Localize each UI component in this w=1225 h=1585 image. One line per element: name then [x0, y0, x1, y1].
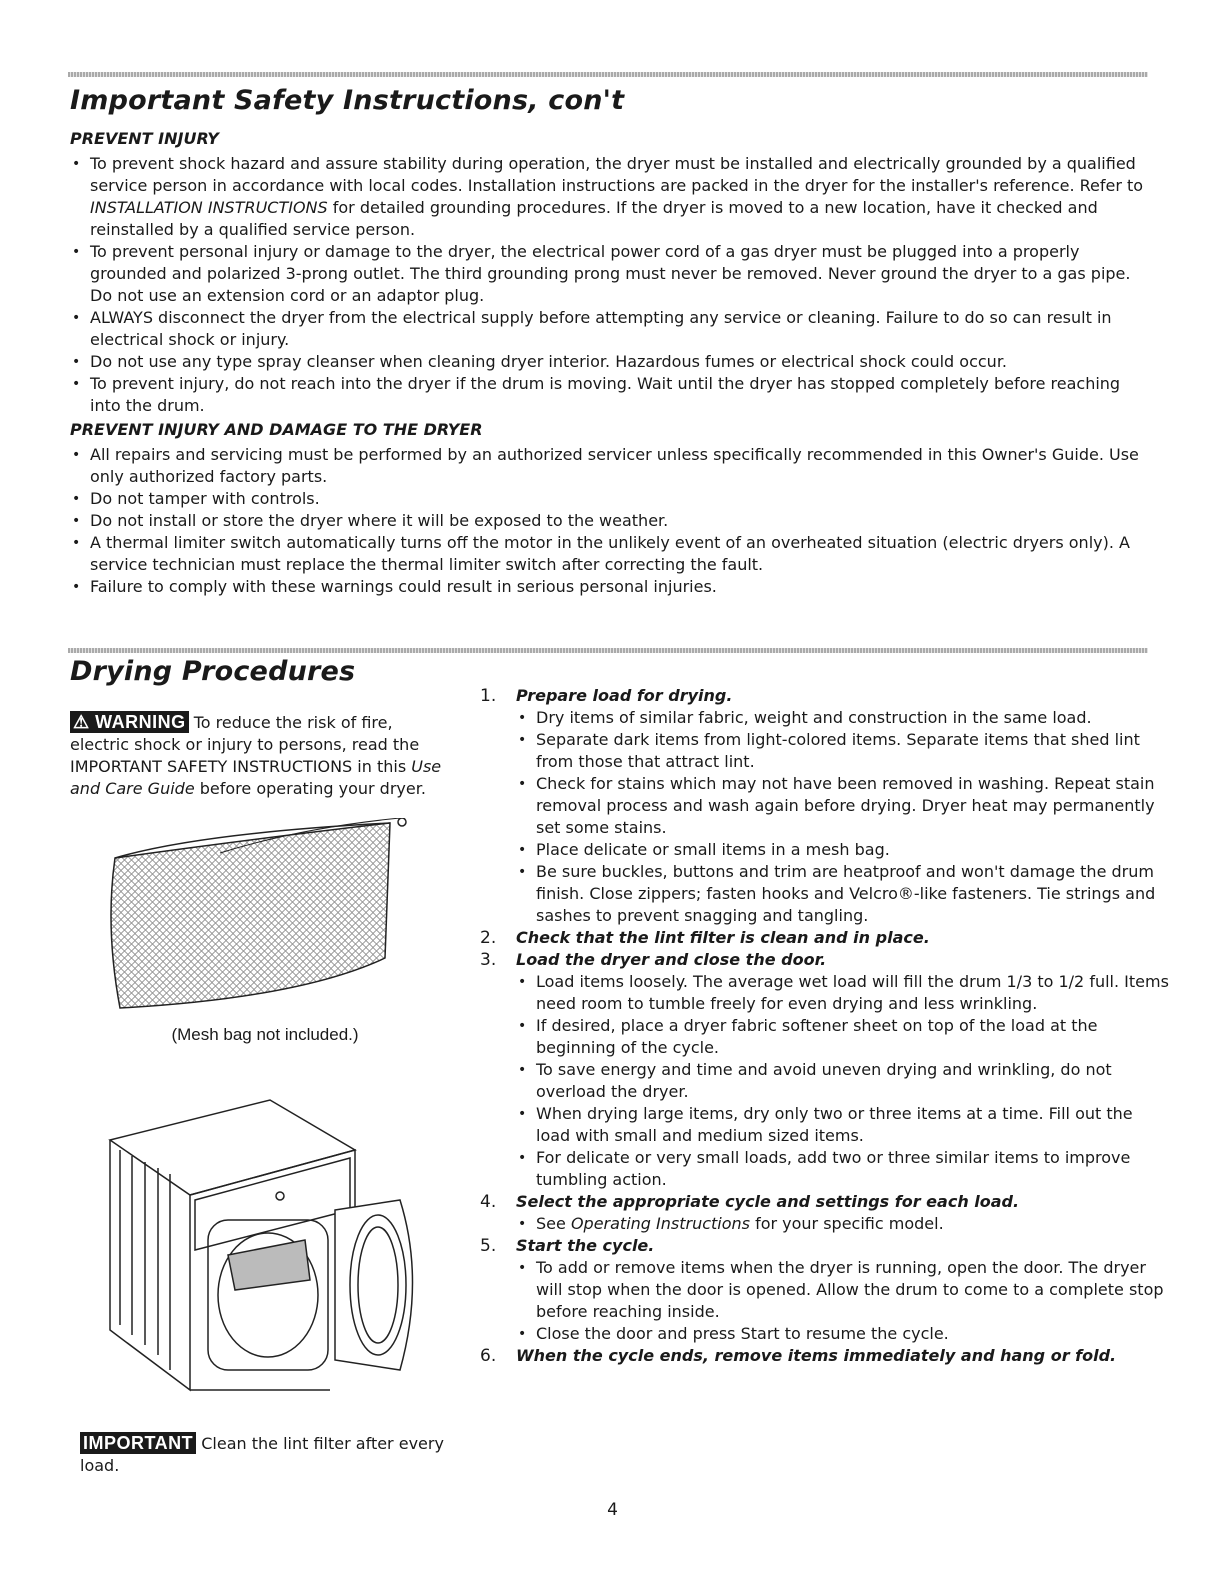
list-item: • A thermal limiter switch automatically turns off the motor in the unlikely event of an overheated situation (electric dryers only). A service technician must replace the thermal limiter switch after correcting the fault. [70, 532, 1150, 576]
subheading-prevent-injury: PREVENT INJURY [70, 129, 219, 148]
page-number: 4 [607, 1500, 618, 1520]
section-divider [68, 648, 1148, 653]
top-divider [68, 72, 1148, 77]
list-item: • To prevent injury, do not reach into the dryer if the drum is moving. Wait until the dryer has stopped completely before reaching into the drum. [70, 373, 1150, 417]
warning-label: ⚠ WARNING [70, 711, 189, 733]
warning-notice: ⚠ WARNING To reduce the risk of fire, electric shock or injury to persons, read the IMPORTANT SAFETY INSTRUCTIONS in this Use and Care Guide before operating your dryer. [70, 712, 442, 798]
list-item: • To add or remove items when the dryer is running, open the door. The dryer will stop when the door is opened. Allow the drum to come to a complete stop before reaching inside. [516, 1257, 1170, 1323]
list-item: • Separate dark items from light-colored items. Separate items that shed lint from those that attract lint. [516, 729, 1170, 773]
list-item: • Do not use any type spray cleanser when cleaning dryer interior. Hazardous fumes or electrical shock could occur. [70, 351, 1150, 373]
list-item: • Close the door and press Start to resume the cycle. [516, 1323, 1170, 1345]
list-item: • If desired, place a dryer fabric softener sheet on top of the load at the beginning of the cycle. [516, 1015, 1170, 1059]
step-4: 4. Select the appropriate cycle and settings for each load. • See Operating Instructions for your specific model. [480, 1191, 1170, 1235]
section-title-drying: Drying Procedures [70, 656, 356, 687]
step-1-bullets [516, 707, 1170, 927]
step-5: 5. Start the cycle. • To add or remove items when the dryer is running, open the door. The dryer will stop when the door is opened. Allow the drum to come to a complete stop before reaching inside. • Close the door and press Start to resume the cycle. [480, 1235, 1170, 1345]
important-notice: IMPORTANT Clean the lint filter after every load. [80, 1433, 444, 1475]
list-item: • Dry items of similar fabric, weight and construction in the same load. [516, 707, 1170, 729]
step-5-bullets [516, 1257, 1170, 1345]
list-item: • For delicate or very small loads, add two or three similar items to improve tumbling action. [516, 1147, 1170, 1191]
list-item: • Do not install or store the dryer where it will be exposed to the weather. [70, 510, 1150, 532]
list-item: • When drying large items, dry only two or three items at a time. Fill out the load with small and medium sized items. [516, 1103, 1170, 1147]
dryer-illustration [100, 1090, 440, 1420]
prevent-damage-list [70, 444, 1150, 598]
step-3-bullets [516, 971, 1170, 1191]
list-item: • ALWAYS disconnect the dryer from the electrical supply before attempting any service or cleaning. Failure to do so can result in electrical shock or injury. [70, 307, 1150, 351]
step-4-bullets [516, 1213, 1170, 1235]
steps-list [480, 685, 1170, 1367]
list-item: • Place delicate or small items in a mesh bag. [516, 839, 1170, 861]
list-item: • To prevent personal injury or damage to the dryer, the electrical power cord of a gas dryer must be plugged into a properly grounded and polarized 3-prong outlet. The third grounding prong must never be removed. Never ground the dryer to a gas pipe. Do not use an extension cord or an adaptor plug. [70, 241, 1150, 307]
list-item: • Do not tamper with controls. [70, 488, 1150, 510]
drying-steps [480, 685, 1170, 1367]
section-title-safety: Important Safety Instructions, con't [70, 85, 625, 116]
list-item: • Failure to comply with these warnings could result in serious personal injuries. [70, 576, 1150, 598]
list-item: • See Operating Instructions for your specific model. [516, 1213, 1170, 1235]
safety-section [70, 128, 1150, 598]
subheading-prevent-damage: PREVENT INJURY AND DAMAGE TO THE DRYER [70, 420, 483, 439]
list-item: • To save energy and time and avoid uneven drying and wrinkling, do not overload the dryer. [516, 1059, 1170, 1103]
step-6: 6. When the cycle ends, remove items immediately and hang or fold. [480, 1346, 1117, 1366]
mesh-bag-caption: (Mesh bag not included.) [171, 1025, 359, 1044]
mesh-bag-illustration [100, 818, 430, 1028]
step-1: 1. Prepare load for drying. • Dry items of similar fabric, weight and construction in the same load. • Separate dark items from light-colored items. Separate items that shed lint from those that attract lint. • Check for stains which may not have been removed in washing. Repeat stain removal process and wash again before drying. Dryer heat may permanently set some stains. • Place delicate or small items in a mesh bag. • Be sure buckles, buttons and trim are heatproof and won't damage the drum finish. Close zippers; fasten hooks and Velcro®-like fasteners. Tie strings and sashes to prevent snagging and tangling. [480, 685, 1170, 927]
prevent-injury-list [70, 153, 1150, 417]
list-item: • Be sure buckles, buttons and trim are heatproof and won't damage the drum finish. Close zippers; fasten hooks and Velcro®-like fasteners. Tie strings and sashes to prevent snagging and tangling. [516, 861, 1170, 927]
list-item: • To prevent shock hazard and assure stability during operation, the dryer must be installed and electrically grounded by a qualified service person in accordance with local codes. Installation instructions are packed in the dryer for the installer's reference. Refer to INSTALLATION INSTRUCTIONS for detailed grounding procedures. If the dryer is moved to a new location, have it checked and reinstalled by a qualified service person. [70, 153, 1150, 241]
important-label: IMPORTANT [80, 1432, 196, 1454]
list-item: • Load items loosely. The average wet load will fill the drum 1/3 to 1/2 full. Items need room to tumble freely for even drying and less wrinkling. [516, 971, 1170, 1015]
step-2: 2. Check that the lint filter is clean and in place. [480, 928, 930, 948]
list-item: • All repairs and servicing must be performed by an authorized servicer unless specifically recommended in this Owner's Guide. Use only authorized factory parts. [70, 444, 1150, 488]
list-item: • Check for stains which may not have been removed in washing. Repeat stain removal process and wash again before drying. Dryer heat may permanently set some stains. [516, 773, 1170, 839]
step-3: 3. Load the dryer and close the door. • Load items loosely. The average wet load will fill the drum 1/3 to 1/2 full. Items need room to tumble freely for even drying and less wrinkling. • If desired, place a dryer fabric softener sheet on top of the load at the beginning of the cycle. • To save energy and time and avoid uneven drying and wrinkling, do not overload the dryer. • When drying large items, dry only two or three items at a time. Fill out the load with small and medium sized items. • For delicate or very small loads, add two or three similar items to improve tumbling action. [480, 949, 1170, 1191]
